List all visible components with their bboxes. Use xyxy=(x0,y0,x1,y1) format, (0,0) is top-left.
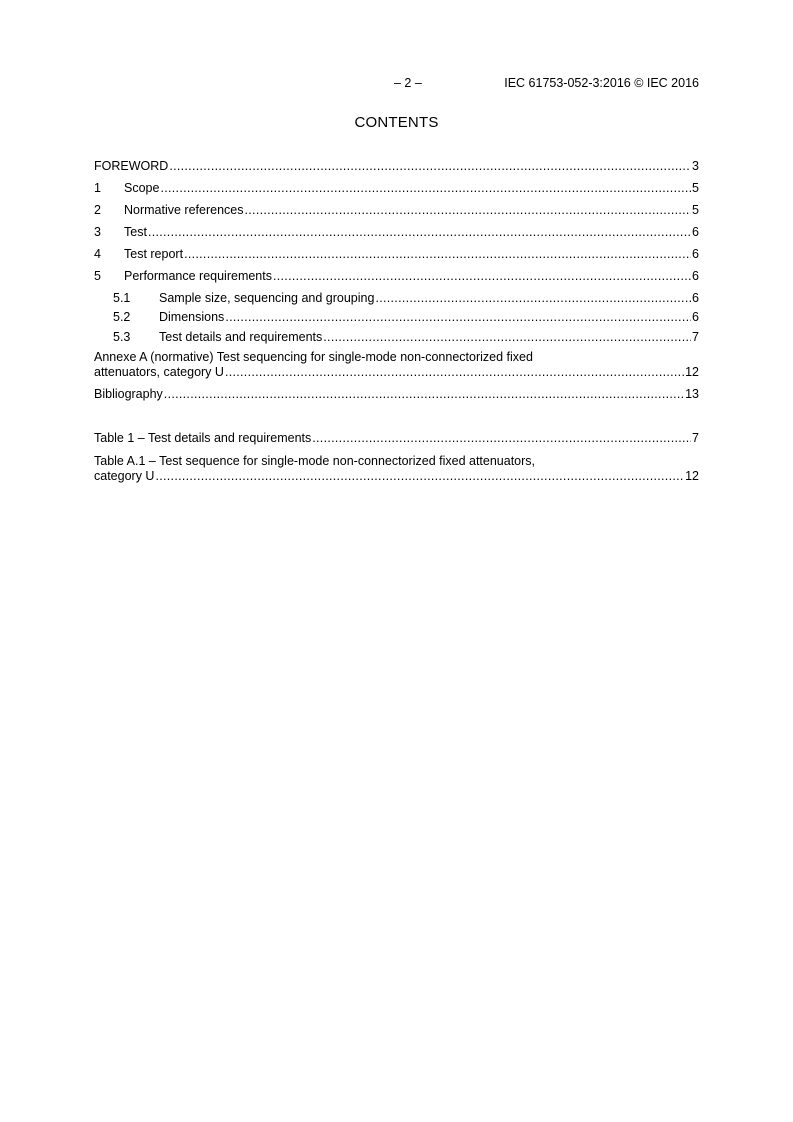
dot-leader xyxy=(375,290,691,306)
toc-entry-number: 5.3 xyxy=(113,330,131,344)
toc-entry-performance-requirements[interactable] xyxy=(94,268,699,284)
toc-entry-test-details[interactable] xyxy=(94,329,699,345)
toc-entry-page: 13 xyxy=(685,387,699,401)
dot-leader xyxy=(225,309,691,325)
toc-entry-label: Scope xyxy=(124,181,160,195)
toc-entry-label: category U xyxy=(94,469,155,483)
toc-entry-page: 6 xyxy=(692,247,699,261)
toc-entry-page: 6 xyxy=(692,291,699,305)
page-number: – 2 – xyxy=(394,76,422,90)
document-identifier: IEC 61753-052-3:2016 © IEC 2016 xyxy=(504,76,699,90)
toc-entry-test-report[interactable] xyxy=(94,246,699,262)
toc-entry-number: 5.2 xyxy=(113,310,131,324)
toc-entry-number: 4 xyxy=(94,247,101,261)
toc-entry-number: 2 xyxy=(94,203,101,217)
toc-entry-number: 5.1 xyxy=(113,291,131,305)
toc-entry-dimensions[interactable] xyxy=(94,309,699,325)
toc-entry-page: 12 xyxy=(685,469,699,483)
toc-entry-table-1[interactable] xyxy=(94,430,699,446)
toc-entry-label: Sample size, sequencing and grouping xyxy=(159,291,375,305)
toc-entry-number: 1 xyxy=(94,181,101,195)
toc-entry-number: 3 xyxy=(94,225,101,239)
toc-entry-label: Bibliography xyxy=(94,387,163,401)
toc-entry-table-a1-line1[interactable]: Table A.1 – Test sequence for single-mode non-connectorized fixed attenuators, xyxy=(94,454,536,468)
toc-entry-foreword[interactable] xyxy=(94,158,699,174)
toc-entry-normative-references[interactable] xyxy=(94,202,699,218)
toc-entry-label: FOREWORD xyxy=(94,159,169,173)
toc-entry-label: Test details and requirements xyxy=(159,330,323,344)
dot-leader xyxy=(245,202,692,218)
dot-leader xyxy=(148,224,691,240)
toc-entry-label: attenuators, category U xyxy=(94,365,224,379)
toc-entry-label: Performance requirements xyxy=(124,269,272,283)
toc-entry-label: Dimensions xyxy=(159,310,225,324)
toc-entry-page: 5 xyxy=(692,181,699,195)
toc-entry-page: 6 xyxy=(692,310,699,324)
toc-entry-label: Test report xyxy=(124,247,184,261)
toc-entry-page: 7 xyxy=(692,330,699,344)
toc-entry-page: 12 xyxy=(685,365,699,379)
dot-leader xyxy=(225,364,684,380)
toc-entry-annex-a[interactable] xyxy=(94,364,699,380)
toc-entry-page: 7 xyxy=(692,431,699,445)
toc-entry-page: 3 xyxy=(692,159,699,173)
toc-entry-scope[interactable] xyxy=(94,180,699,196)
toc-entry-table-a1[interactable] xyxy=(94,468,699,484)
toc-entry-label: Table 1 – Test details and requirements xyxy=(94,431,312,445)
toc-entry-sample-size[interactable] xyxy=(94,290,699,306)
dot-leader xyxy=(169,158,691,174)
dot-leader xyxy=(273,268,691,284)
dot-leader xyxy=(312,430,691,446)
contents-title: CONTENTS xyxy=(354,114,439,131)
toc-entry-annex-a-line1[interactable]: Annexe A (normative) Test sequencing for single-mode non-connectorized fixed xyxy=(94,350,533,364)
dot-leader xyxy=(164,386,684,402)
toc-entry-test[interactable] xyxy=(94,224,699,240)
toc-entry-page: 5 xyxy=(692,203,699,217)
toc-entry-number: 5 xyxy=(94,269,101,283)
page-header xyxy=(94,76,699,92)
toc-entry-label: Normative references xyxy=(124,203,244,217)
toc-entry-bibliography[interactable] xyxy=(94,386,699,402)
toc-entry-page: 6 xyxy=(692,269,699,283)
toc-entry-label: Test xyxy=(124,225,147,239)
dot-leader xyxy=(323,329,691,345)
toc-entry-page: 6 xyxy=(692,225,699,239)
dot-leader xyxy=(160,180,691,196)
dot-leader xyxy=(184,246,691,262)
dot-leader xyxy=(155,468,684,484)
